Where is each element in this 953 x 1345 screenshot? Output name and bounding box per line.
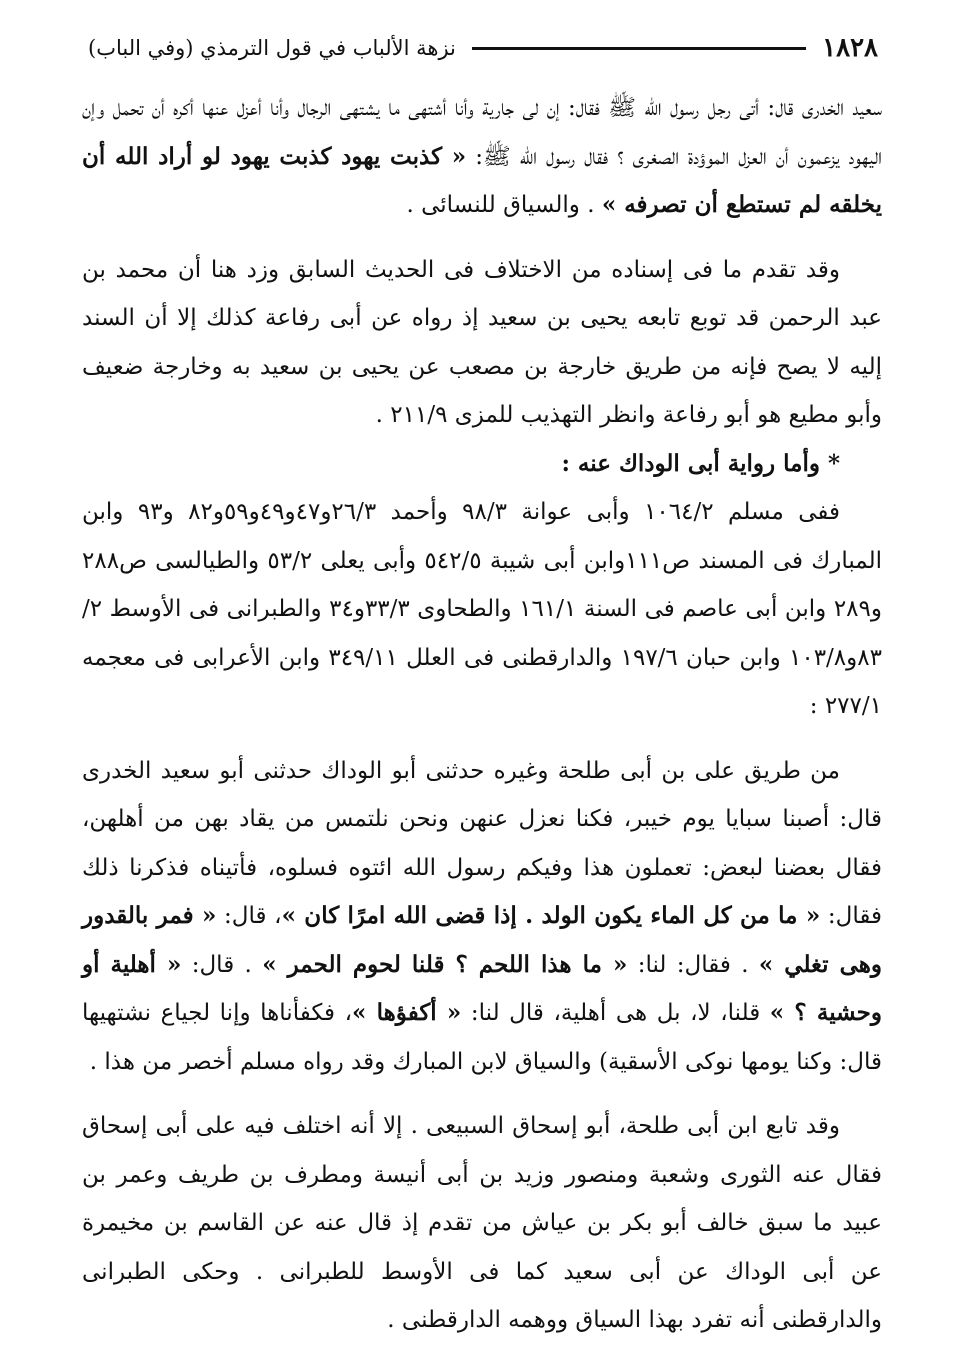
page-body (82, 84, 882, 1345)
hadith-quote: « ما من كل الماء يكون الولد . إذا قضى الله امرًا كان » (281, 902, 821, 929)
text-run: . والسياق للنسائى . (406, 192, 602, 218)
paragraph-1 (82, 84, 882, 230)
section-heading (82, 440, 882, 489)
running-header (88, 28, 878, 68)
text-run: ، قال: (216, 903, 282, 929)
hadith-quote: « أكفؤها » (352, 999, 462, 1026)
text-run: سعيد الخدرى قال: أتى رجل رسول الله ﷺ فقال: إن لى جارية وأنا أشتهى ما يشتهى الرجال وأنا أعزل عنها أكره أن تحمل وإن اليهود يزعمون أن العزل الموؤدة الصغرى ؟ فقال رسول الله ﷺ: (82, 95, 882, 170)
page-number: ١٨٢٨ (822, 33, 878, 63)
hadith-quote: « أهلية أو وحشية ؟ » (82, 950, 882, 1026)
text-run: قلنا، لا، بل هى أهلية، قال لنا: (461, 1000, 770, 1026)
header-rule (472, 47, 806, 50)
paragraph-5: وقد تابع ابن أبى طلحة، أبو إسحاق السبيعى . إلا أنه اختلف فيه على أبى إسحاق فقال عنه الثورى وشعبة ومنصور وزيد بن أبى أنيسة ومطرف بن طريف وعمر بن عبيد ما سبق خالف أبو بكر بن عياش من تقدم إذ قال عنه عن القاسم بن مخيمرة عن أبى الوداك عن أبى سعيد كما فى الأوسط للطبرانى . وحكى الطبرانى والدارقطنى أنه تفرد بهذا السياق ووهمه الدارقطنى . (82, 1113, 882, 1333)
text-run: ، فكفأناها وإنا لجياع نشتهيها قال: وكنا يومها نوكى الأسقية) والسياق لابن المبارك وقد رواه مسلم أخصر من هذا . (82, 1000, 882, 1075)
hadith-quote: « ما هذا اللحم ؟ قلنا لحوم الحمر » (262, 950, 628, 978)
hadith-quote: « كذبت يهود كذبت يهود لو أراد الله أن يخلقه لم تستطع أن تصرفه » (82, 142, 882, 218)
hadith-quote: « فمر بالقدور وهى تغلي » (82, 902, 883, 978)
text-run: من طريق على بن أبى طلحة وغيره حدثنى أبو الوداك حدثنى أبو سعيد الخدرى قال: أصبنا سبايا يوم خيبر، فكنا نعزل عنهن ونحن نلتمس من يقاد بهن من أهلهن، فقال بعضنا لبعض: تعملون هذا وفيكم رسول الله ائتوه فسلوه، فأتيناه فذكرنا ذلك فقال: (82, 757, 882, 929)
text-run: . قال: (181, 951, 263, 978)
text-run: . فقال: لنا: (627, 951, 759, 978)
paragraph-4 (82, 747, 882, 1087)
book-title: نزهة الألباب في قول الترمذي (وفي الباب) (88, 36, 456, 60)
paragraph-2: وقد تقدم ما فى إسناده من الاختلاف فى الحديث السابق وزد هنا أن محمد بن عبد الرحمن قد توبع تابعه يحيى بن سعيد إذ رواه عن أبى رفاعة كذلك إلا أن السند إليه لا يصح فإنه من طريق خارجة بن مصعب عن يحيى بن سعيد به وخارجة ضعيف وأبو مطيع هو أبو رفاعة وانظر التهذيب للمزى ٢١١/٩ . (82, 256, 883, 428)
paragraph-3: ففى مسلم ١٠٦٤/٢ وأبى عوانة ٩٨/٣ وأحمد ٢٦/٣و٤٧و٤٩و٥٩و٨٢ و٩٣ وابن المبارك فى المسند ص١١١وابن أبى شيبة ٥٤٢/٥ وأبى يعلى ٥٣/٢ والطيالسى ص٢٨٨ و٢٨٩ وابن أبى عاصم فى السنة ١٦١/١ والطحاوى ٣٣/٣و٣٤ والطبرانى فى الأوسط ٢/ ٨٣و١٠٣/٨ وابن حبان ١٩٧/٦ والدارقطنى فى العلل ٣٤٩/١١ وابن الأعرابى فى معجمه ٢٧٧/١ : (82, 499, 882, 719)
heading-star: * (827, 449, 840, 477)
heading-text: وأما رواية أبى الوداك عنه : (561, 449, 820, 477)
